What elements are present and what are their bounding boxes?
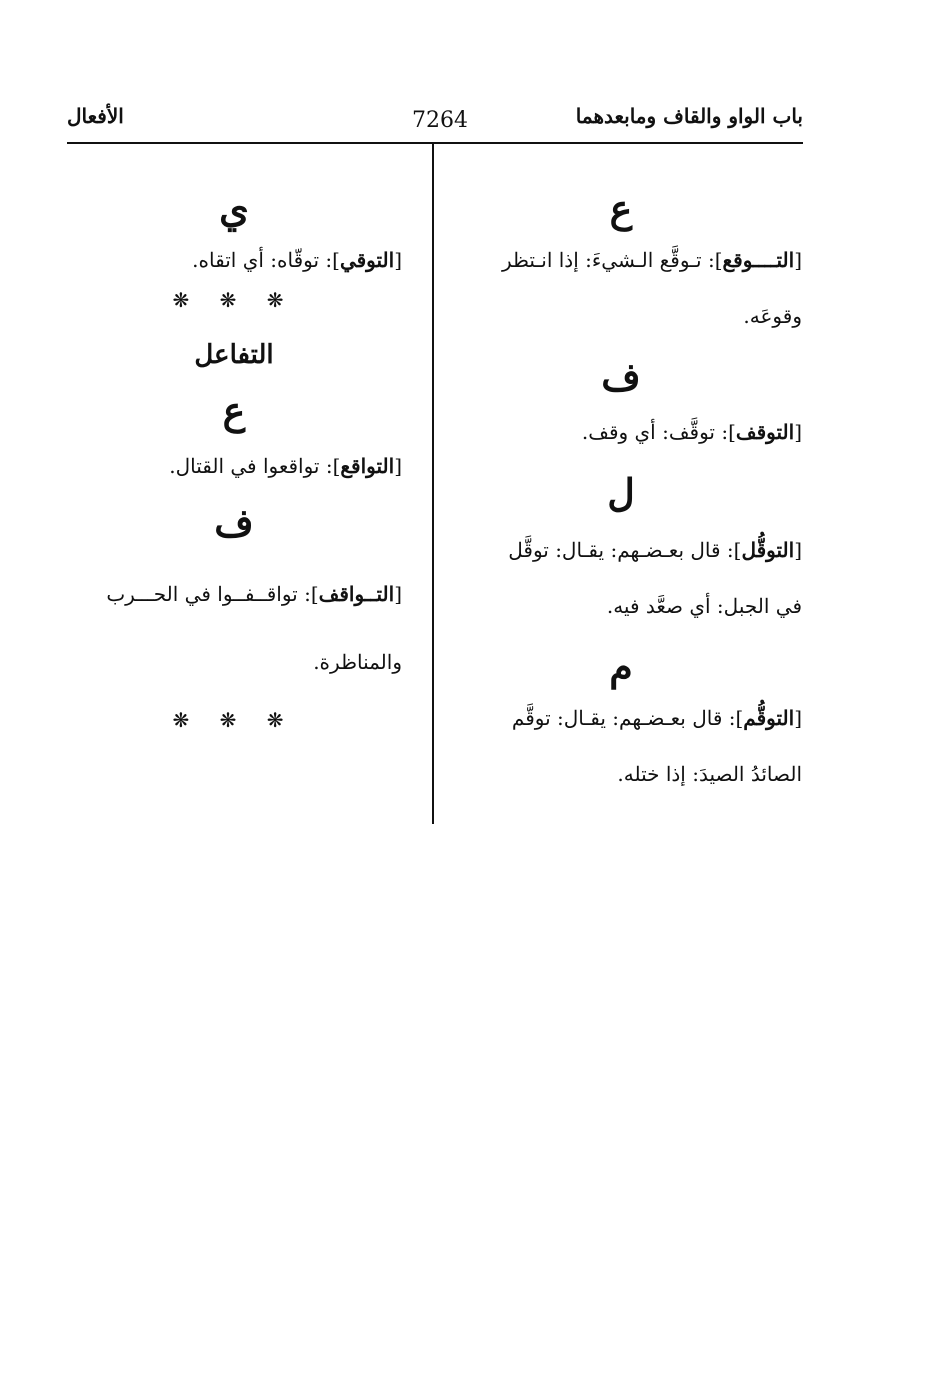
entry-text: ]: قال بعـضـهم: يقـال: توقَّم [511,706,744,730]
entry-text: في الجبل: أي صعَّد فيه. [606,594,802,618]
entry-text: وقوعَه. [743,304,802,328]
entry-headword: التوقُّم [743,706,795,730]
dictionary-entry: [التــــوقع]: تـوقَّع الـشيءَ: إذا انـتظر وقوعَه. [501,248,802,328]
letter-heading: م [609,644,633,689]
entry-text: ]: توقَّف: أي وقف. [581,420,736,444]
entry-text: ]: تواقــفــوا في الحـــرب [106,582,319,606]
section-separator-stars: ❋ ❋ ❋ [172,288,296,312]
entry-text: ]: قال بعـضـهم: يقـال: توقَّل [508,538,742,562]
dictionary-entry: [التوقُّل]: قال بعـضـهم: يقـال: توقَّل في الجبل: أي صعَّد فيه. [508,538,802,618]
section-separator-stars: ❋ ❋ ❋ [172,708,296,732]
entry-text: الصائدُ الصيدَ: إذا ختله. [617,762,802,786]
header-rule [67,142,803,144]
page-header [67,104,803,144]
dictionary-entry: [التواقع]: تواقعوا في القتال. [169,454,402,478]
letter-heading: ع [222,388,246,433]
section-title: التفاعل [194,340,274,370]
letter-heading: ل [607,470,635,515]
left-column [66,186,402,732]
entry-headword: التــواقف [318,582,395,606]
letter-heading: ع [609,186,633,231]
letter-heading: ف [214,500,254,545]
entry-headword: التواقع [340,454,395,478]
chapter-title: باب الواو والقاف ومابعدهما [575,104,803,128]
entry-text: ]: تواقعوا في القتال. [169,454,341,478]
page-number: 7264 [412,108,468,133]
dictionary-entry: [التــواقف]: تواقــفــوا في الحـــرب والمناظرة. [66,566,402,690]
dictionary-entry: [التوقُّم]: قال بعـضـهم: يقـال: توقَّم الصائدُ الصيدَ: إذا ختله. [511,706,802,786]
entry-text: ]: توقّاه: أي اتقاه. [192,248,340,272]
dictionary-entry: [التوقي]: توقّاه: أي اتقاه. [192,248,402,272]
entry-headword: التــــوقع [722,248,795,272]
entry-headword: التوقي [339,248,395,272]
column-divider [432,144,434,824]
section-running-title: الأفعال [67,104,124,128]
letter-heading: ي [219,186,249,231]
entry-headword: التوقف [735,420,795,444]
entry-headword: التوقُّل [741,538,795,562]
dictionary-entry: [التوقف]: توقَّف: أي وقف. [581,420,802,444]
right-column [440,186,802,802]
entry-text: والمناظرة. [313,650,402,674]
letter-heading: ف [601,354,641,399]
entry-text: ]: تـوقَّع الـشيءَ: إذا انـتظر [501,248,723,272]
